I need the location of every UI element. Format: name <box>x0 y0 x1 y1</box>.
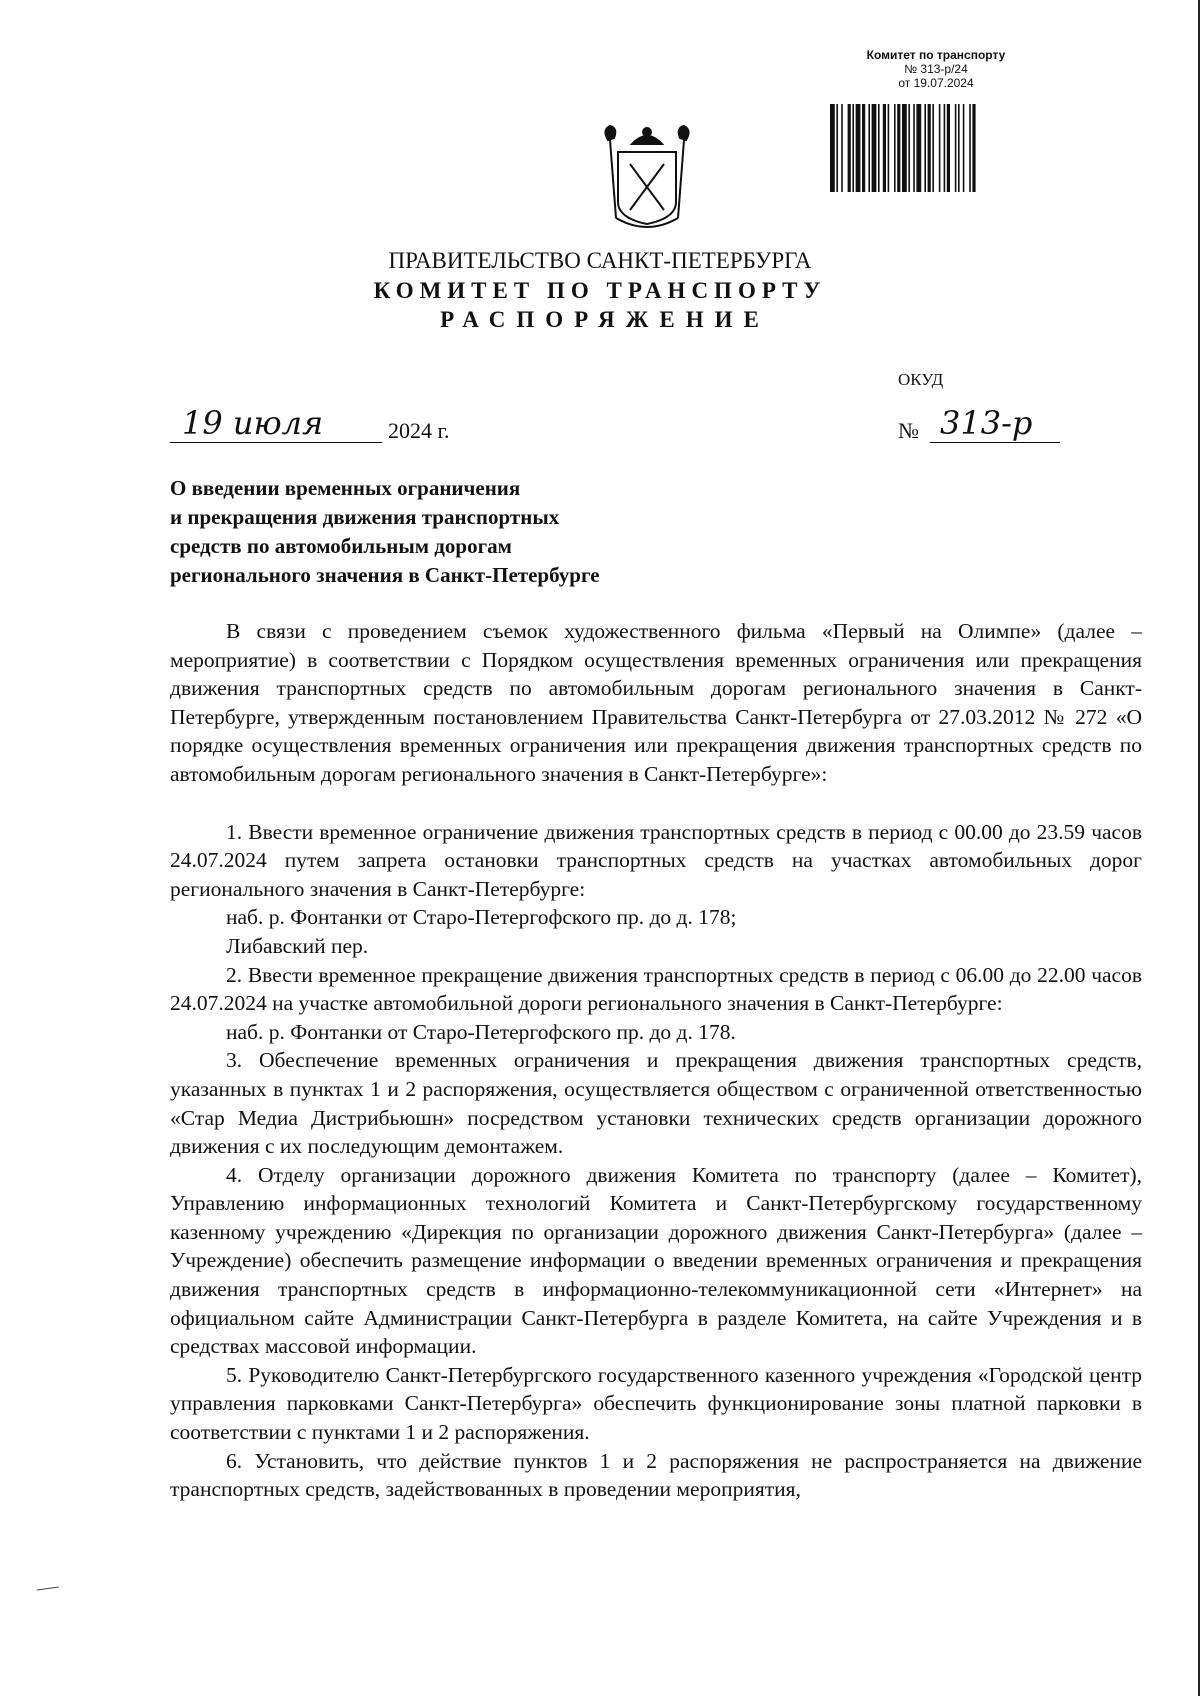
number-sign: № <box>898 418 919 443</box>
handwritten-date: 19 июля <box>182 404 324 442</box>
okud-label: ОКУД <box>898 370 944 389</box>
document-subject <box>170 474 770 590</box>
committee-title: КОМИТЕТ ПО ТРАНСПОРТУ <box>373 278 827 303</box>
subject-line: средств по автомобильным дорогам <box>170 534 512 558</box>
clause-4: 4. Отделу организации дорожного движения Комитета по транспорту (далее – Комитет), Управлению информационных технологий Комитета и Санкт-Петербургскому государственному казенному учреждению «Дирекция по организации дорожного движения Санкт-Петербурга» (далее – Учреждение) обеспечить размещение информации о введении временных ограничения и прекращения движения транспортных средств в информационно-телекоммуникационной сети «Интернет» на официальном сайте Администрации Санкт-Петербурга в разделе Комитета, на сайте Учреждения и в средствах массовой информации. <box>170 1162 1142 1359</box>
clause-3: 3. Обеспечение временных ограничения и прекращения движения транспортных средств, указанных в пунктах 1 и 2 распоряжения, осуществляется обществом с ограниченной ответственностью «Стар Медиа Дистрибьюшн» посредством установки технических средств организации дорожного движения с их последующим демонтажем. <box>170 1048 1142 1159</box>
stamp-number: № 313-р/24 <box>904 62 968 76</box>
clause-1-road-2: Либавский пер. <box>226 933 369 958</box>
subject-line: и прекращения движения транспортных <box>170 505 560 529</box>
subject-line: О введении временных ограничения <box>170 476 521 500</box>
handwritten-number: 313-р <box>940 404 1033 442</box>
date-year: 2024 г. <box>388 418 450 443</box>
clause-6: 6. Установить, что действие пунктов 1 и 2 распоряжения не распространяется на движение транспортных средств, задействованных в проведении мероприятия, <box>170 1448 1142 1502</box>
document-type-title: РАСПОРЯЖЕНИЕ <box>440 307 770 332</box>
subject-line: регионального значения в Санкт-Петербурге <box>170 563 600 587</box>
coat-of-arms-emblem <box>598 122 696 232</box>
clause-2-road: наб. р. Фонтанки от Старо-Петергофского пр. до д. 178. <box>226 1019 736 1044</box>
barcode <box>830 104 1035 192</box>
registration-stamp <box>830 48 1042 90</box>
document-body <box>170 617 1142 1504</box>
stamp-committee: Комитет по транспорту <box>866 48 1006 62</box>
clause-2: 2. Ввести временное прекращение движения транспортных средств в период с 06.00 до 22.00 часов 24.07.2024 на участке автомобильной дороги регионального значения в Санкт-Петербурге: <box>170 962 1142 1016</box>
clause-1: 1. Ввести временное ограничение движения транспортных средств в период с 00.00 до 23.59 часов 24.07.2024 путем запрета остановки транспортных средств на участках автомобильных дорог регионального значения в Санкт-Петербурге: <box>170 819 1142 901</box>
clause-1-road-1: наб. р. Фонтанки от Старо-Петергофского пр. до д. 178; <box>226 905 737 930</box>
clause-5: 5. Руководителю Санкт-Петербургского государственного казенного учреждения «Городской центр управления парковками Санкт-Петербурга» обеспечить функционирование зоны платной парковки в соответствии с пунктами 1 и 2 распоряжения. <box>170 1362 1142 1445</box>
government-title: ПРАВИТЕЛЬСТВО САНКТ-ПЕТЕРБУРГА <box>388 248 812 273</box>
preamble-paragraph: В связи с проведением съемок художественного фильма «Первый на Олимпе» (далее – мероприятие) в соответствии с Порядком осуществления временных ограничения или прекращения движения транспортных средств по автомобильным дорогам регионального значения в Санкт-Петербурге, утвержденным постановлением Правительства Санкт-Петербурга от 27.03.2012 № 272 «О порядке осуществления временных ограничения или прекращения движения транспортных средств по автомобильным дорогам регионального значения в Санкт-Петербурге»: <box>170 619 1142 786</box>
scan-mark <box>37 1586 59 1590</box>
stamp-date: от 19.07.2024 <box>898 76 974 90</box>
